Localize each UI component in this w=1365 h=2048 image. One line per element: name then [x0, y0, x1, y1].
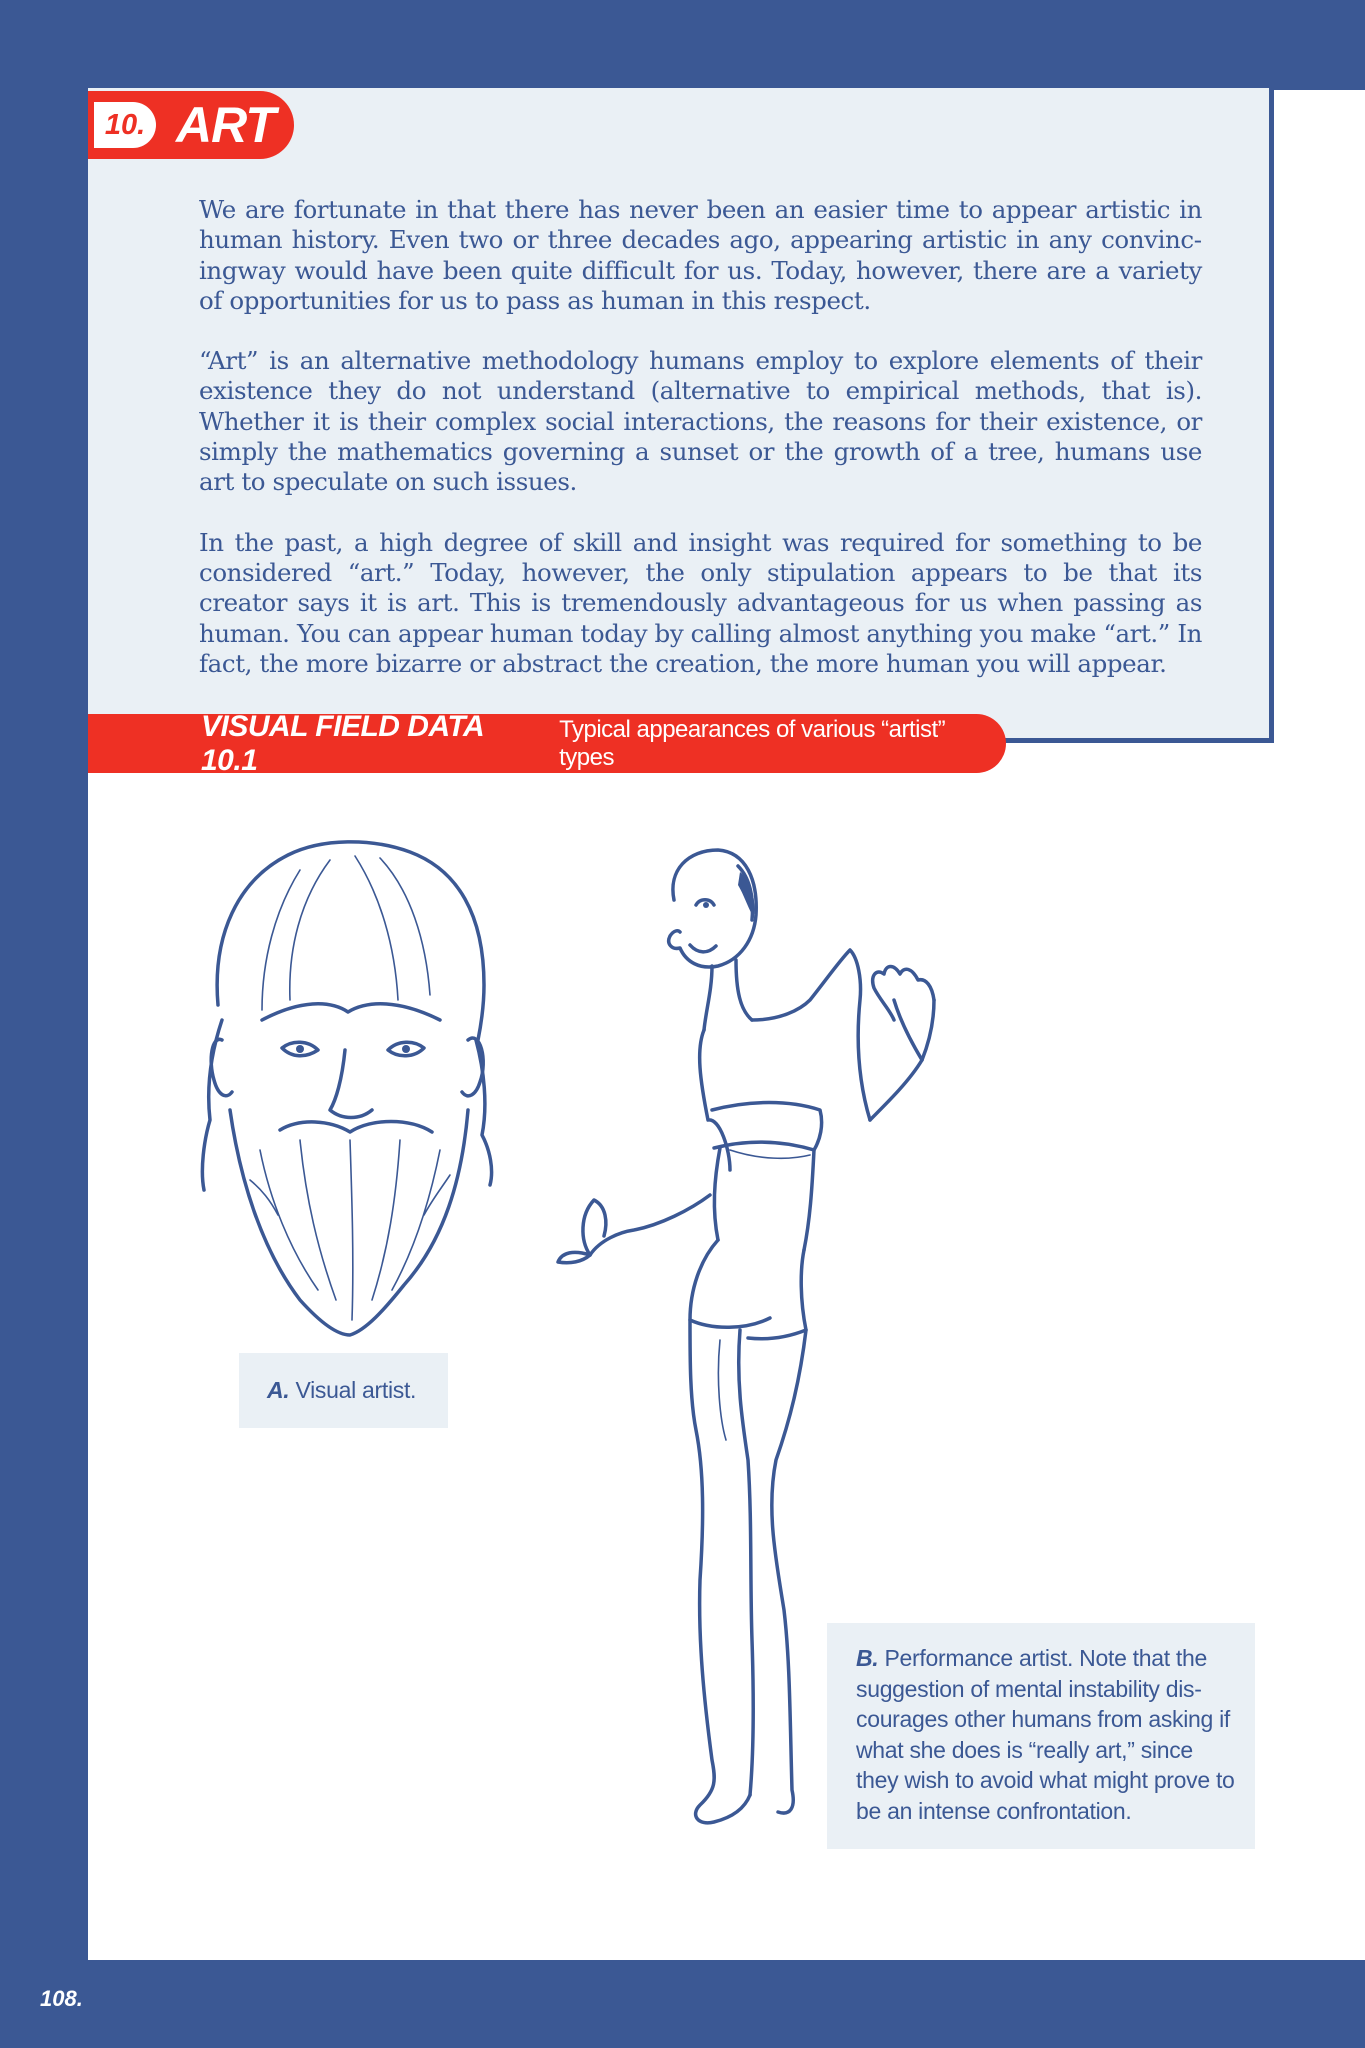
paragraph-1: We are fortunate in that there has never been an easier time to appear artistic in human history. Even two or three decades ago, appearing artistic in any convincingway would have been quite difficult for us. Today, however, there are a variety of opportunities for us to pass as human in this respect. — [199, 195, 1202, 315]
paragraph-3: In the past, a high degree of skill and insight was required for something to be considered “art.” Today, however, the only stipulation appears to be that its creator says it is art. This is tremendously advantageous for us when passing as human. You can appear human today by calling almost anything you make “art.” In fact, the more bizarre or abstract the creation, the more human you will appear. — [199, 527, 1202, 678]
caption-visual-artist — [239, 1353, 448, 1428]
caption-performance-artist — [827, 1623, 1255, 1849]
caption-a-letter: A. — [267, 1377, 290, 1403]
caption-b-text: Performance artist. Note that the suggestion of mental instability discourages other humans from asking if what she does is “really art,” since they wish to avoid what might prove to be an intense confrontation. — [856, 1645, 1235, 1824]
paragraph-2: “Art” is an alternative methodology humans employ to explore elements of their existence they do not understand (alternative to empirical methods, that is). Whether it is their complex social interactions, the reasons for their existence, or simply the mathematics governing a sunset or the growth of a tree, humans use art to speculate on such issues. — [199, 346, 1202, 497]
visual-artist-drawing — [202, 842, 491, 1335]
visual-field-data-description: Typical appearances of various “artist” types — [559, 715, 946, 771]
section-number: 10. — [94, 102, 156, 148]
section-title: ART — [176, 97, 275, 153]
caption-a-text: Visual artist. — [289, 1377, 417, 1403]
visual-field-data-label: VISUAL FIELD DATA 10.1 — [201, 709, 484, 777]
page-number: 108. — [40, 1986, 83, 2011]
caption-b-letter: B. — [856, 1645, 879, 1671]
